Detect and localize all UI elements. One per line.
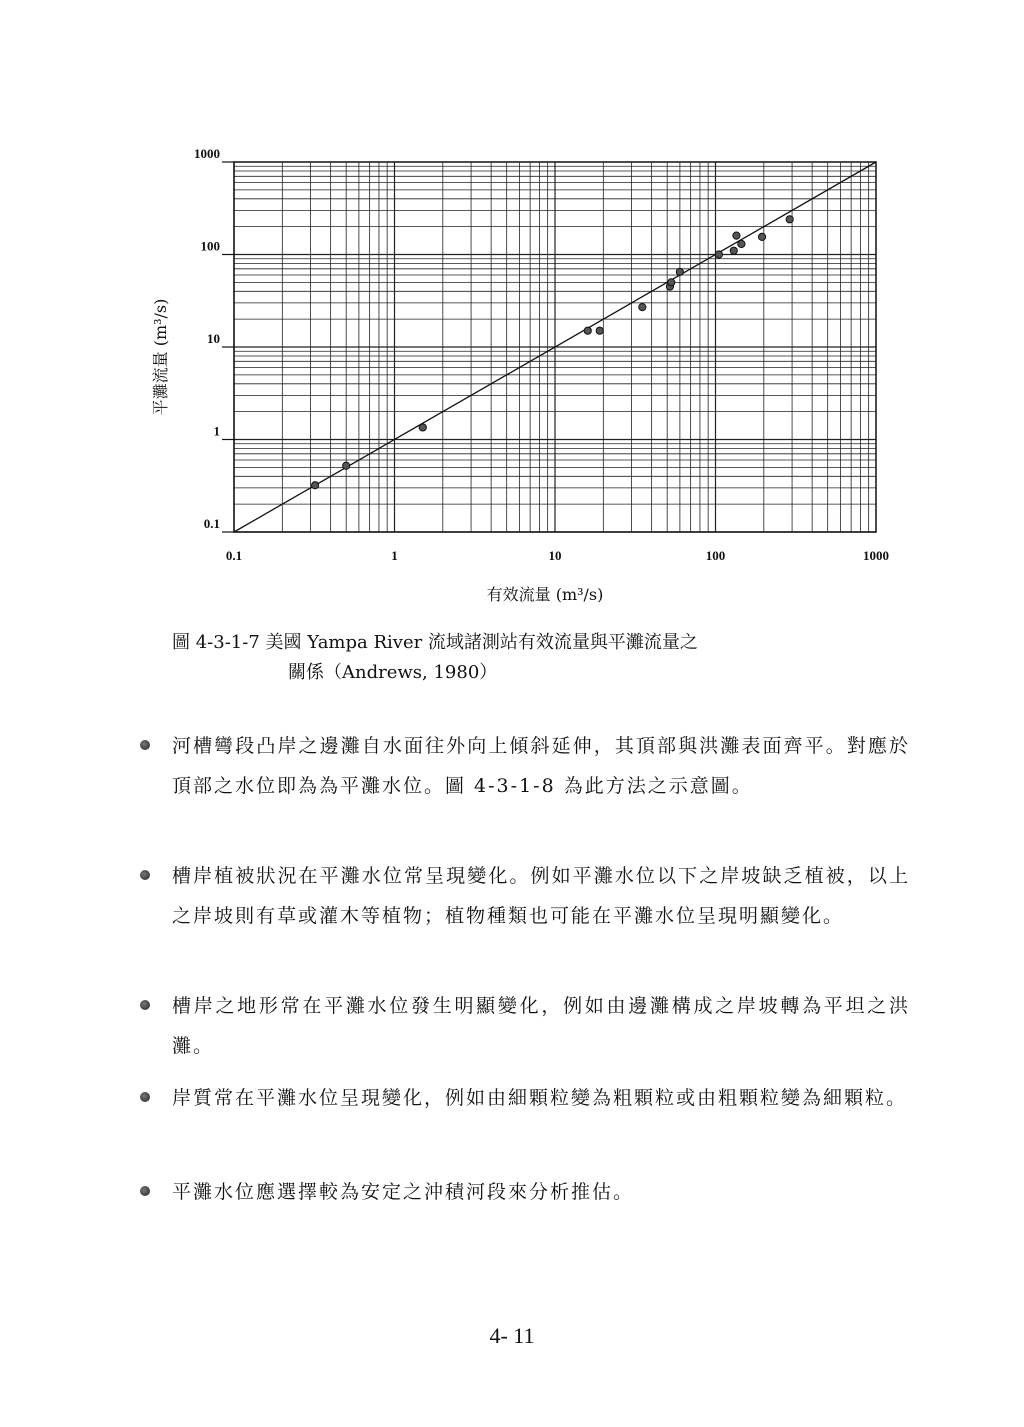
y-tick-label: 100 [200, 238, 220, 254]
data-point [730, 247, 737, 254]
data-point [733, 232, 740, 239]
data-point [596, 327, 603, 334]
data-point [639, 303, 646, 310]
x-tick-label: 1 [391, 548, 398, 563]
y-tick-label: 10 [207, 331, 220, 346]
bullet-dot-icon [140, 870, 150, 880]
figure-caption [172, 628, 892, 688]
bullet-item-1 [140, 726, 910, 806]
bullet-item-2 [140, 856, 910, 936]
data-point [676, 268, 683, 275]
data-point [738, 240, 745, 247]
data-point [419, 424, 426, 431]
data-point [715, 251, 722, 258]
log-log-chart [140, 140, 920, 620]
x-tick-label: 100 [705, 548, 726, 563]
bullet-text: 河槽彎段凸岸之邊灘自水面往外向上傾斜延伸，其頂部與洪灘表面齊平。對應於頂部之水位即為為平灘水位。圖 4-3-1-8 為此方法之示意圖。 [172, 735, 910, 797]
data-point [584, 327, 591, 334]
bullet-dot-icon [140, 740, 150, 750]
data-point [786, 216, 793, 223]
y-tick-label: 1000 [194, 146, 220, 161]
x-axis-label: 有效流量 (m³/s) [486, 585, 604, 604]
y-tick-label: 0.1 [203, 516, 220, 531]
caption-line-2: 關係（Andrews, 1980） [288, 662, 498, 683]
chart-svg [140, 140, 920, 620]
data-point [758, 233, 765, 240]
x-tick-label: 1000 [863, 548, 889, 563]
y-tick-label: 1 [213, 423, 220, 439]
data-point [668, 279, 675, 286]
x-tick-label: 0.1 [225, 548, 243, 563]
page-number: 4- 11 [489, 1323, 535, 1348]
x-tick-label: 10 [548, 548, 562, 563]
bullet-text: 平灘水位應選擇較為安定之沖積河段來分析推估。 [172, 1181, 635, 1203]
bullet-item-5 [140, 1172, 910, 1212]
caption-line-1: 圖 4-3-1-7 美國 Yampa River 流域諸測站有效流量與平灘流量之 [172, 632, 698, 653]
data-point [343, 462, 350, 469]
bullet-text: 槽岸之地形常在平灘水位發生明顯變化，例如由邊灘構成之岸坡轉為平坦之洪灘。 [172, 995, 910, 1057]
bullet-dot-icon [140, 1092, 150, 1102]
y-axis-label: 平灘流量 (m³/s) [151, 298, 170, 416]
bullet-item-3 [140, 986, 910, 1066]
bullet-text: 岸質常在平灘水位呈現變化，例如由細顆粒變為粗顆粒或由粗顆粒變為細顆粒。 [172, 1087, 908, 1109]
bullet-dot-icon [140, 1186, 150, 1196]
data-point [311, 482, 318, 489]
bullet-item-4 [140, 1078, 910, 1118]
bullet-dot-icon [140, 1000, 150, 1010]
bullet-text: 槽岸植被狀況在平灘水位常呈現變化。例如平灘水位以下之岸坡缺乏植被，以上之岸坡則有草或灌木等植物；植物種類也可能在平灘水位呈現明顯變化。 [172, 865, 910, 927]
